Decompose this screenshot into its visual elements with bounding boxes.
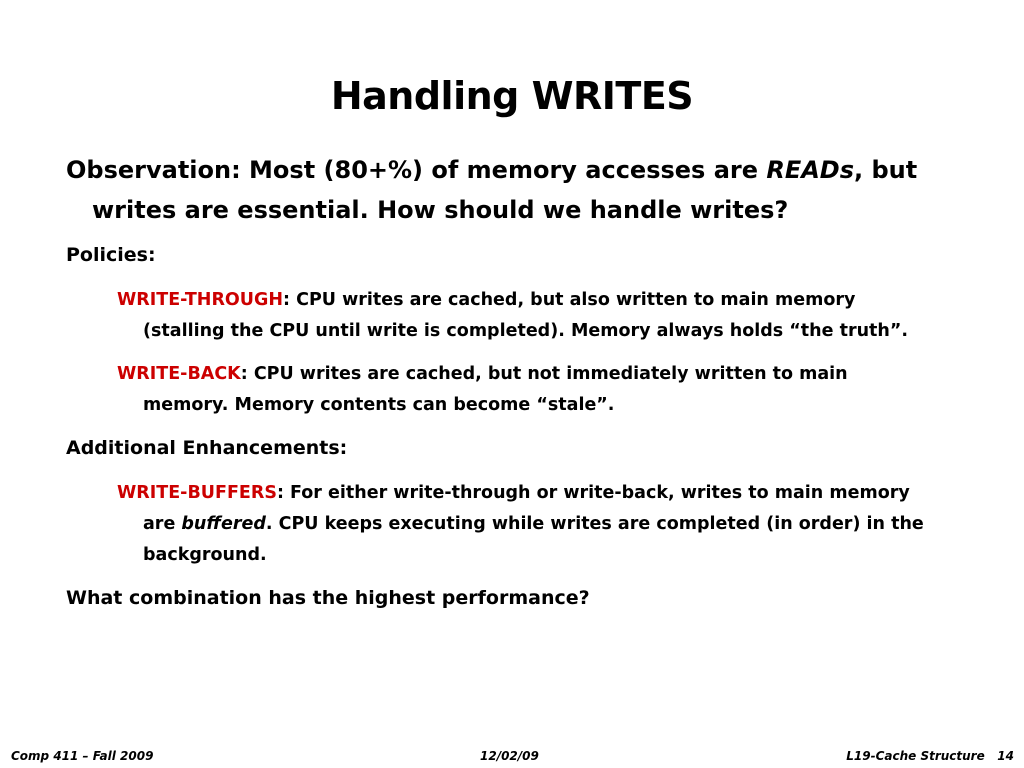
write-back-term: WRITE-BACK: [117, 364, 241, 384]
write-buffers-text-before: : For either write-through or write-back, writes to main memory are: [143, 483, 910, 534]
write-buffers-item: [117, 478, 936, 571]
write-buffers-emphasis: buffered: [181, 514, 266, 534]
write-through-term: WRITE-THROUGH: [117, 290, 284, 310]
question-text: What combination has the highest performance?: [66, 587, 590, 609]
write-through-text: : CPU writes are cached, but also written to main memory (stalling the CPU until write is completed). Memory always holds “the truth”.: [143, 290, 909, 341]
write-through-item: [117, 285, 936, 347]
observation-emphasis: READs: [766, 156, 855, 184]
footer-lecture: L19-Cache Structure: [846, 749, 985, 763]
slide-title: Handling WRITES: [330, 74, 694, 118]
write-buffers-text-after: . CPU keeps executing while writes are completed (in order) in the background.: [143, 514, 924, 565]
write-back-item: [117, 359, 936, 421]
footer-lecture-page: [846, 749, 1014, 763]
footer-course: Comp 411 – Fall 2009: [11, 749, 154, 763]
observation-paragraph: [66, 150, 936, 230]
enhancements-heading: Additional Enhancements:: [66, 437, 348, 459]
slide-body: [66, 150, 936, 628]
footer-date: 12/02/09: [480, 749, 539, 763]
footer-page-number: 14: [997, 749, 1014, 763]
observation-suffix: , but writes are essential. How should we handle writes?: [92, 156, 918, 224]
write-back-text: : CPU writes are cached, but not immediately written to main memory. Memory contents can become “stale”.: [143, 364, 848, 415]
write-buffers-term: WRITE-BUFFERS: [117, 483, 277, 503]
policies-heading: Policies:: [66, 244, 156, 266]
observation-prefix: Observation: Most (80+%) of memory accesses are: [66, 156, 767, 184]
